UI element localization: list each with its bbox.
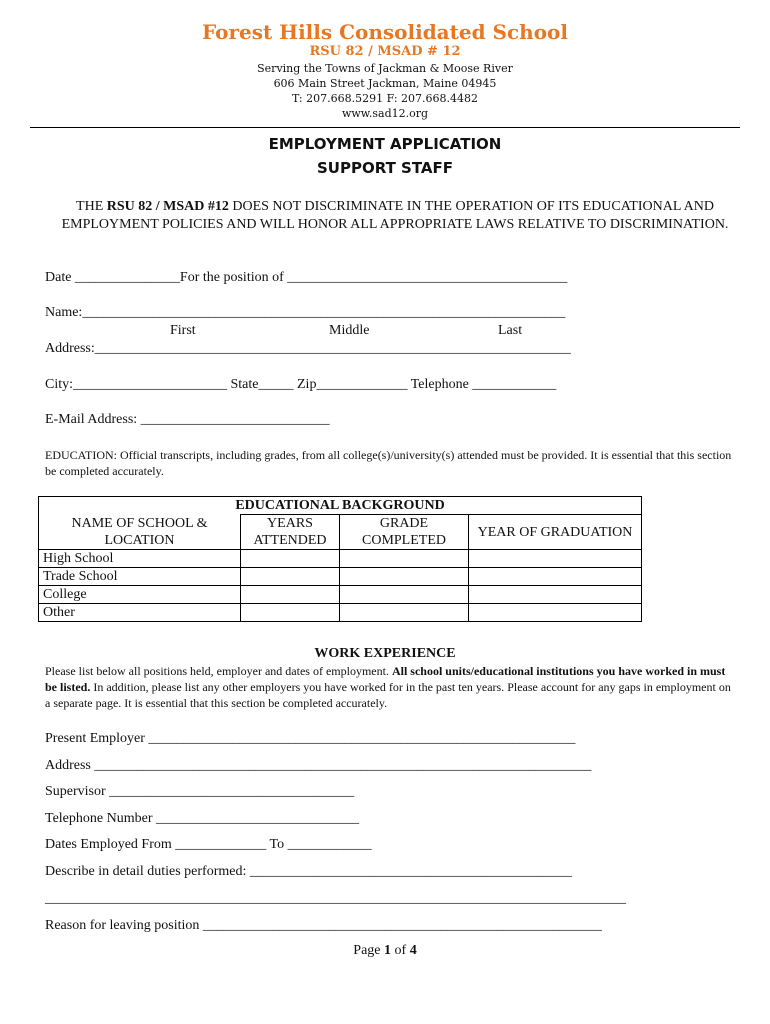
table-cell[interactable] — [340, 550, 469, 568]
table-row — [39, 604, 642, 622]
table-cell[interactable] — [340, 586, 469, 604]
education-table — [38, 496, 642, 622]
table-header-row — [39, 515, 642, 550]
duties-continuation-field[interactable]: ___________________________________________________________________________________ — [45, 891, 626, 906]
table-cell[interactable] — [241, 550, 340, 568]
row-label: Other — [39, 604, 241, 622]
row-label: College — [39, 586, 241, 604]
supervisor-field[interactable]: Supervisor ___________________________________ — [45, 784, 355, 799]
table-cell[interactable] — [469, 604, 642, 622]
school-address: 606 Main Street Jackman, Maine 04945 — [273, 77, 497, 90]
education-table-title: EDUCATIONAL BACKGROUND — [39, 497, 642, 515]
header-divider — [30, 127, 740, 128]
table-row — [39, 550, 642, 568]
table-row — [39, 586, 642, 604]
page-number: Page 1 of 4 — [353, 943, 417, 958]
city-state-zip-phone-field[interactable]: City:______________________ State_____ Zip_____________ Telephone ____________ — [45, 377, 557, 392]
table-row — [39, 568, 642, 586]
reason-for-leaving-field[interactable]: Reason for leaving position _________________________________________________________ — [45, 918, 602, 933]
table-cell[interactable] — [469, 568, 642, 586]
employer-address-field[interactable]: Address _______________________________________________________________________ — [45, 758, 592, 773]
row-label: Trade School — [39, 568, 241, 586]
work-experience-intro: Please list below all positions held, employer and dates of employment. All school units/educational institutions you have worked in must be listed. In addition, please list any other employers you have worked for in the past ten years. Please account for any gaps in employment on a separate page. It is essential that this section be completed accurately. — [45, 664, 731, 710]
serving-towns: Serving the Towns of Jackman & Moose River — [257, 62, 513, 75]
name-last-label: Last — [498, 323, 523, 338]
row-label: High School — [39, 550, 241, 568]
address-field[interactable]: Address:____________________________________________________________________ — [45, 341, 571, 356]
dates-employed-field[interactable]: Dates Employed From _____________ To ____________ — [45, 837, 372, 852]
header-school-name: NAME OF SCHOOL & LOCATION — [39, 515, 241, 550]
header-year-of-graduation: YEAR OF GRADUATION — [469, 515, 642, 550]
duties-field[interactable]: Describe in detail duties performed: ______________________________________________ — [45, 864, 572, 879]
name-field[interactable]: Name:_____________________________________________________________________ — [45, 305, 566, 320]
name-middle-label: Middle — [329, 323, 370, 338]
email-field[interactable]: E-Mail Address: ___________________________ — [45, 412, 330, 427]
table-cell[interactable] — [340, 568, 469, 586]
header-years-attended: YEARS ATTENDED — [241, 515, 340, 550]
table-cell[interactable] — [469, 586, 642, 604]
school-phone-fax: T: 207.668.5291 F: 207.668.4482 — [291, 92, 479, 105]
education-note: EDUCATION: Official transcripts, including grades, from all college(s)/university(s) attended must be provided. It is essential that this section be completed accurately. — [45, 448, 732, 478]
employer-telephone-field[interactable]: Telephone Number _____________________________ — [45, 811, 359, 826]
table-cell[interactable] — [241, 568, 340, 586]
date-position-field[interactable]: Date _______________For the position of ________________________________________ — [45, 270, 568, 285]
header-grade-completed: GRADE COMPLETED — [340, 515, 469, 550]
table-title-row — [39, 497, 642, 515]
form-title: EMPLOYMENT APPLICATION — [268, 135, 502, 153]
district-name: RSU 82 / MSAD # 12 — [309, 44, 461, 59]
table-cell[interactable] — [469, 550, 642, 568]
school-website: www.sad12.org — [341, 107, 429, 120]
form-subtitle: SUPPORT STAFF — [316, 159, 454, 177]
work-experience-title: WORK EXPERIENCE — [314, 646, 456, 661]
school-name: Forest Hills Consolidated School — [202, 20, 568, 44]
table-cell[interactable] — [241, 604, 340, 622]
table-cell[interactable] — [340, 604, 469, 622]
name-first-label: First — [170, 323, 196, 338]
table-cell[interactable] — [241, 586, 340, 604]
non-discrimination-notice: THE RSU 82 / MSAD #12 DOES NOT DISCRIMINATE IN THE OPERATION OF ITS EDUCATIONAL AND EMPLOYMENT POLICIES AND WILL HONOR ALL APPROPRIATE LAWS RELATIVE TO DISCRIMINATION. — [61, 199, 729, 232]
present-employer-field[interactable]: Present Employer _____________________________________________________________ — [45, 731, 576, 746]
